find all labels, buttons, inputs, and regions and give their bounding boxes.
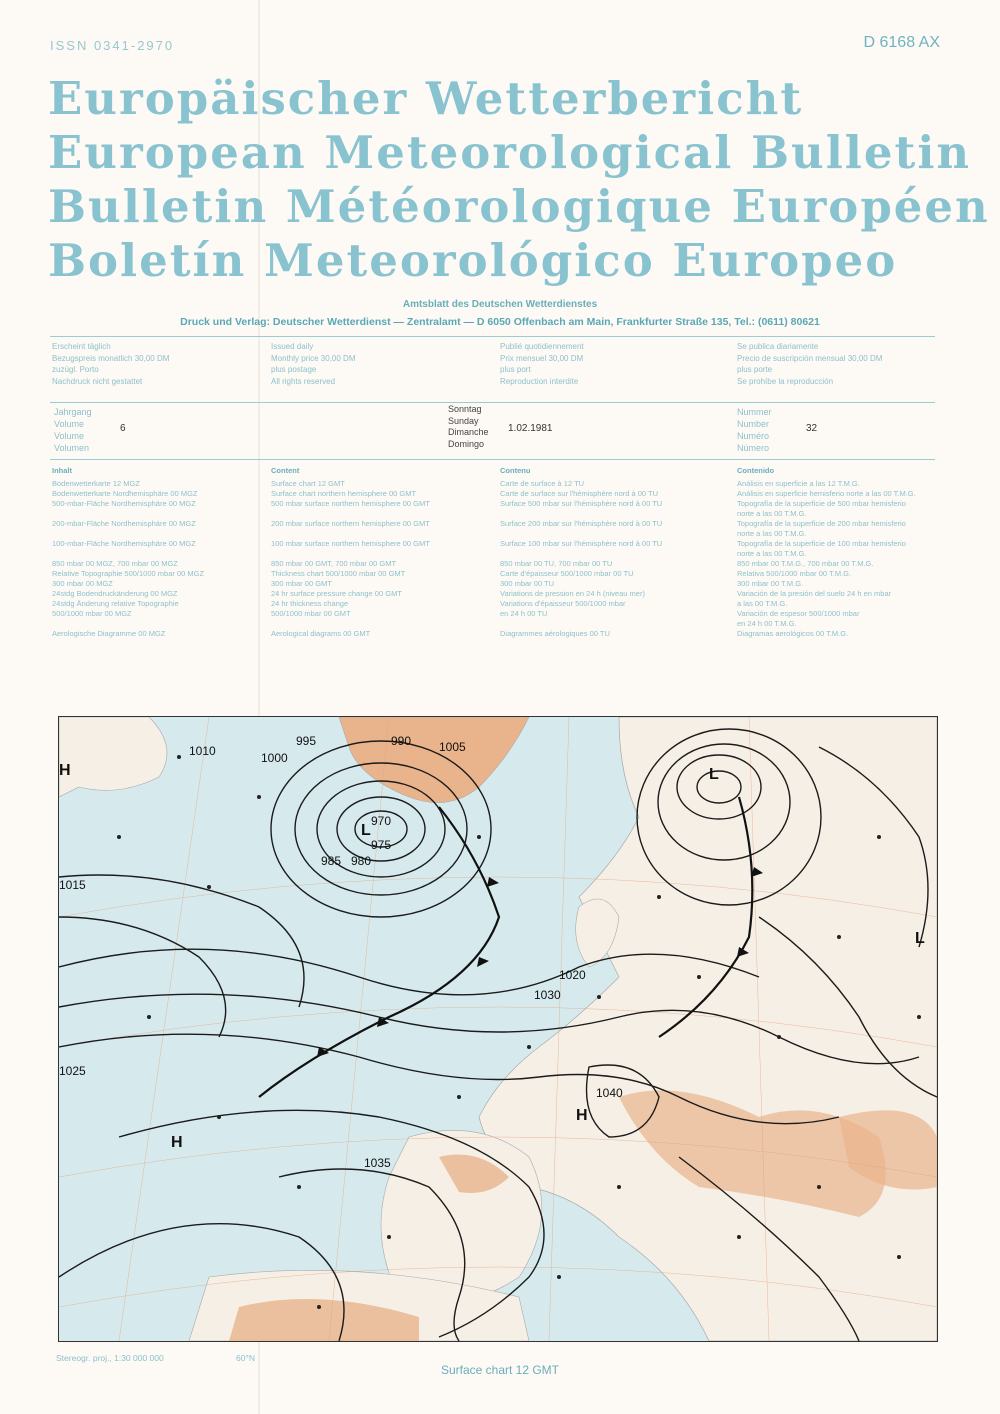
pricing-en: Issued daily Monthly price 30,00 DM plus postage All rights reserved (271, 342, 356, 386)
contents-de: Inhalt Bodenwetterkarte 12 MGZ Bodenwetterkarte Nordhemisphäre 00 MGZ 500-mbar-Fläche Nordhemisphäre 00 MGZ 200-mbar-Fläche Nordhemisphäre 00 MGZ 100-mbar-Fläche Nordhemisphäre 00 MGZ 850 mbar 00 MGZ, 700 mbar 00 MGZ Relative Topographie 500/1000 mbar 00 MGZ 300 mbar 00 MGZ 24stdg Bodendruckänderung 00 MGZ 24stdg Änderung relative Topographie 500/1000 mbar 00 MGZ Aerologische Diagramme 00 MGZ (52, 466, 205, 638)
map-latitude: 60°N (236, 1353, 255, 1363)
number-labels: Nummer Number Numéro Número (737, 407, 772, 453)
contents-en: Content Surface chart 12 GMT Surface chart northern hemisphere 00 GMT 500 mbar surface northern hemisphere 00 GMT 200 mbar surface northern hemisphere 00 GMT 100 mbar surface northern hemisphere 00 GMT 850 mbar 00 GMT, 700 mbar 00 GMT Thickness chart 500/1000 mbar 00 GMT 300 mbar 00 GMT 24 hr surface pressure change 00 GMT 24 hr thickness change 500/1000 mbar 00 GMT Aerological diagrams 00 GMT (271, 466, 430, 638)
pricing-de: Erscheint täglich Bezugspreis monatlich 30,00 DM zuzügl. Porto Nachdruck nicht gestattet (52, 342, 170, 386)
high-center: H (59, 762, 71, 779)
divider (50, 459, 935, 460)
isobar-label: 980 (351, 854, 372, 868)
volume-value: 6 (120, 423, 126, 434)
issn-label: ISSN 0341-2970 (50, 38, 175, 53)
isobar-label: 975 (371, 838, 392, 852)
amtsblatt-line: Amtsblatt des Deutschen Wetterdienstes (402, 299, 598, 310)
isobar-label: 990 (391, 734, 412, 748)
isobar-label: 995 (296, 734, 317, 748)
isobar-label: 1015 (59, 878, 86, 892)
volume-labels: Jahrgang Volume Volume Volumen (54, 407, 92, 453)
isobar-label: 1020 (559, 968, 586, 982)
title-english: European Meteorological Bulletin (48, 126, 972, 179)
low-center: L (361, 822, 371, 839)
isobar-label: 1010 (189, 744, 216, 758)
high-center: H (576, 1107, 588, 1124)
map-projection: Stereogr. proj., 1:30 000 000 (56, 1353, 164, 1363)
day-names: Sonntag Sunday Dimanche Domingo (448, 404, 489, 449)
title-german: Europäischer Wetterbericht (48, 72, 804, 125)
map-caption: Surface chart 12 GMT (440, 1363, 560, 1377)
isobar-label: 985 (321, 854, 342, 868)
map-svg (59, 717, 937, 1341)
issue-date: 1.02.1981 (508, 423, 553, 434)
title-spanish: Boletín Meteorológico Europeo (48, 234, 898, 287)
isobar-label: 1040 (596, 1086, 623, 1100)
isobar-label: 1035 (364, 1156, 391, 1170)
pricing-es: Se publica diariamente Precio de suscripción mensual 30,00 DM plus porte Se prohíbe la reproducción (737, 342, 883, 386)
title-french: Bulletin Météorologique Européen (48, 180, 990, 233)
issue-number: 32 (806, 423, 818, 434)
contents-es: Contenido Análisis en superficie a las 12 T.M.G. Análisis en superficie hemisferio norte a las 00 T.M.G. Topografía de la superficie de 500 mbar hemisferio norte a las 00 T.M.G. Topografía de la superficie de 200 mbar hemisferio norte a las 00 T.M.G. Topografía de la superficie de 100 mbar hemisferio norte a las 00 T.M.G. 850 mbar 00 T.M.G., 700 mbar 00 T.M.G. Relativa 500/1000 mbar 00 T.M.G. 300 mbar 00 T.M.G. Variación de la presión del suelo 24 h en mbar a las 00 T.M.G. Variación de espesor 500/1000 mbar en 24 h 00 T.M.G. Diagramas aerológicos 00 T.M.G. (737, 466, 916, 638)
publisher-line: Druck und Verlag: Deutscher Wetterdienst — Zentralamt — D 6050 Offenbach am Main, Frankfurter Straße 135, Tel.: (0611) 80621 (180, 316, 820, 328)
isobar-label: 1005 (439, 740, 466, 754)
pricing-fr: Publié quotidiennement Prix mensuel 30,00 DM plus port Reproduction interdite (500, 342, 584, 386)
high-center: H (171, 1134, 183, 1151)
document-code: D 6168 AX (863, 34, 940, 51)
contents-fr: Contenu Carte de surface à 12 TU Carte de surface sur l'hémisphère nord à 00 TU Surface 500 mbar sur l'hémisphère nord à 00 TU Surface 200 mbar sur l'hémisphère nord à 00 TU Surface 100 mbar sur l'hémisphère nord à 00 TU 850 mbar 00 TU, 700 mbar 00 TU Carte d'épaisseur 500/1000 mbar 00 TU 300 mbar 00 TU Variations de pression en 24 h (niveau mer) Variations d'épaisseur 500/1000 mbar en 24 h 00 TU Diagrammes aérologiques 00 TU (500, 466, 663, 638)
low-center: L (709, 766, 719, 783)
isobar-label: 1025 (59, 1064, 86, 1078)
title-block (48, 72, 990, 288)
low-center: L (915, 930, 925, 947)
divider (50, 402, 935, 403)
divider (50, 336, 935, 337)
isobar-label: 970 (371, 814, 392, 828)
isobar-label: 1030 (534, 988, 561, 1002)
isobar-label: 1000 (261, 751, 288, 765)
surface-chart-map (58, 716, 938, 1342)
